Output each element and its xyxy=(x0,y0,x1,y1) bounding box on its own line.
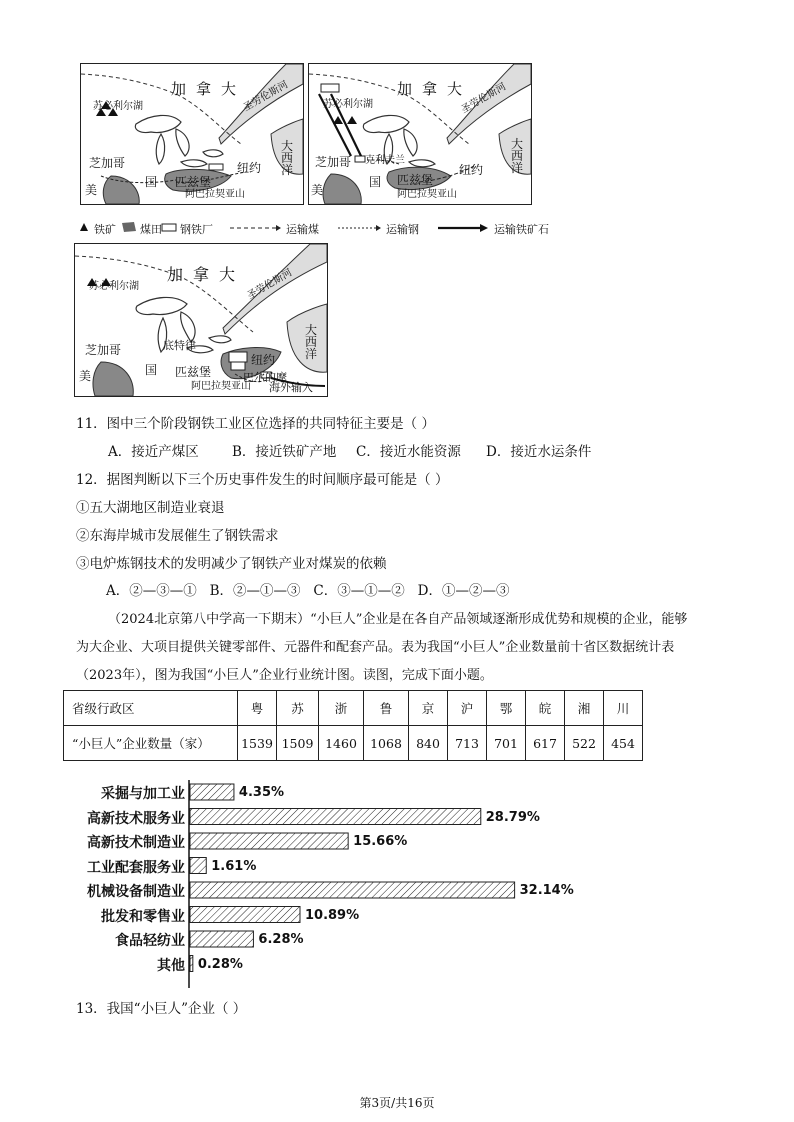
map-stage-1 xyxy=(80,63,304,205)
chart-value-label: 1.61% xyxy=(211,858,257,874)
table-cell: 522 xyxy=(565,726,604,761)
chart-bar xyxy=(190,809,481,825)
map-2-canada-label: 加拿大 xyxy=(397,80,473,98)
table-cell: 鄂 xyxy=(487,691,526,726)
table-cell: 川 xyxy=(604,691,643,726)
table-cell: 京 xyxy=(409,691,448,726)
chart-bar xyxy=(190,956,193,972)
chart-category-label: 食品轻纺业 xyxy=(115,933,185,949)
map-3-superior-label: 苏必利尔湖 xyxy=(89,281,139,292)
map-3-detroit-label: 底特律 xyxy=(163,339,196,352)
map-1-atlantic-label: 大西洋 xyxy=(281,139,294,177)
chart-category-label: 其他 xyxy=(157,957,185,974)
map-1-us-left-label: 美 xyxy=(85,183,98,197)
table-cell: 粤 xyxy=(238,691,277,726)
industry-bar-chart xyxy=(60,778,660,993)
intro-line-1: （2024北京第八中学高一下期末）“小巨人”企业是在各自产品领域逐渐形成优势和规模的企业，能够 xyxy=(108,612,688,627)
intro-line-2: 为大企业、大项目提供关键零部件、元器件和配套产品。表为我国“小巨人”企业数量前十省区数据统计表 xyxy=(76,640,675,655)
table-cell: 1460 xyxy=(319,726,364,761)
chart-value-label: 15.66% xyxy=(353,834,408,849)
iron-mine-icon xyxy=(80,223,88,231)
giant-enterprise-table xyxy=(63,690,643,761)
chart-category-label: 工业配套服务业 xyxy=(87,859,185,876)
map-3-us-right-label: 国 xyxy=(145,363,158,377)
steel-plant-icon xyxy=(162,224,176,231)
map-2-us-left-label: 美 xyxy=(311,183,324,197)
table-cell: 617 xyxy=(526,726,565,761)
table-cell: 1068 xyxy=(364,726,409,761)
q12-event-2: ②东海岸城市发展催生了钢铁需求 xyxy=(76,528,279,544)
map-3-overseas-label: 海外输入 xyxy=(269,381,313,394)
legend-iron-transport-label: 运输铁矿石 xyxy=(494,223,549,236)
map-3-baltimore-label: 巴尔的摩 xyxy=(243,371,287,384)
chart-value-label: 28.79% xyxy=(485,809,540,825)
map-3-us-left-label: 美 xyxy=(79,369,92,383)
table-cell: 1509 xyxy=(277,726,319,761)
page-footer: 第3页/共16页 xyxy=(359,1096,435,1110)
table-cell: 皖 xyxy=(526,691,565,726)
map-1-appalachian-label: 阿巴拉契亚山 xyxy=(185,189,245,200)
table-row-label: “小巨人”企业数量（家） xyxy=(64,726,238,761)
table-cell: 840 xyxy=(409,726,448,761)
map-1-us-right-label: 国 xyxy=(145,175,158,189)
chart-category-label: 机械设备制造业 xyxy=(87,884,185,900)
table-cell: 1539 xyxy=(238,726,277,761)
map-3-chicago-label: 芝加哥 xyxy=(85,343,122,357)
coal-field-icon xyxy=(122,222,136,232)
chart-value-label: 10.89% xyxy=(304,907,360,923)
legend-steel-transport-label: 运输钢 xyxy=(386,223,419,236)
map-2-atlantic-label: 大西洋 xyxy=(511,137,524,175)
map-3-appalachian-label: 阿巴拉契亚山 xyxy=(191,381,251,392)
map-1-newyork-label: 纽约 xyxy=(237,161,262,175)
q12-options: A．②—③—① B．②—①—③ C．③—①—② D．①—②—③ xyxy=(106,583,510,599)
intro-line-3: （2023年），图为我国“小巨人”企业行业统计图。读图，完成下面小题。 xyxy=(76,668,493,683)
table-cell: 鲁 xyxy=(364,691,409,726)
map-legend xyxy=(80,219,550,235)
chart-category-label: 高新技术制造业 xyxy=(87,835,185,851)
map-2-superior-label: 苏必利尔湖 xyxy=(323,99,373,110)
map-1-superior-label: 苏必利尔湖 xyxy=(93,101,143,112)
chart-category-label: 高新技术服务业 xyxy=(87,810,185,827)
q11-option-b: B．接近铁矿产地 xyxy=(232,444,337,460)
q12-event-1: ①五大湖地区制造业衰退 xyxy=(76,500,225,516)
table-cell: 454 xyxy=(604,726,643,761)
chart-bar xyxy=(190,907,300,923)
q11-option-d: D．接近水运条件 xyxy=(486,444,592,460)
map-3-river-label: 圣劳伦斯河 xyxy=(245,267,295,302)
table-row xyxy=(64,726,643,761)
table-header-label: 省级行政区 xyxy=(64,691,238,726)
chart-category-label: 批发和零售业 xyxy=(101,908,185,925)
table-row xyxy=(64,691,643,726)
map-1-pittsburgh-label: 匹兹堡 xyxy=(175,175,212,189)
map-2-appalachian-label: 阿巴拉契亚山 xyxy=(397,189,457,200)
iron-mine-icon xyxy=(347,116,357,124)
map-2-pittsburgh-label: 匹兹堡 xyxy=(397,173,434,187)
q12-event-3: ③电炉炼钢技术的发明减少了钢铁产业对煤炭的依赖 xyxy=(76,556,387,572)
map-3-newyork-label: 纽约 xyxy=(251,353,276,367)
map-2-us-right-label: 国 xyxy=(369,175,382,189)
map-2-newyork-label: 纽约 xyxy=(459,163,484,177)
map-2-river-label: 圣劳伦斯河 xyxy=(459,81,509,116)
map-stage-2 xyxy=(308,63,532,205)
q11-option-c: C．接近水能资源 xyxy=(356,444,461,460)
question-12-stem: 12．据图判断以下三个历史事件发生的时间顺序最可能是（ ） xyxy=(76,472,449,488)
map-1-canada-label: 加拿大 xyxy=(171,80,247,98)
map-1-chicago-label: 芝加哥 xyxy=(89,156,126,170)
table-cell: 713 xyxy=(448,726,487,761)
chart-bar xyxy=(190,931,253,947)
table-cell: 湘 xyxy=(565,691,604,726)
legend-coal-transport-label: 运输煤 xyxy=(286,223,319,236)
chart-category-label: 采掘与加工业 xyxy=(101,786,185,802)
chart-bar xyxy=(190,858,206,874)
map-3-pittsburgh-label: 匹兹堡 xyxy=(175,365,212,379)
legend-steel-label: 钢铁厂 xyxy=(180,223,213,236)
legend-coal-label: 煤田 xyxy=(140,223,162,236)
map-3-canada-label: 加拿大 xyxy=(167,265,246,284)
q11-option-a: A．接近产煤区 xyxy=(108,444,199,460)
chart-bar xyxy=(190,784,234,800)
map-2-cleveland-label: 克利夫兰 xyxy=(365,155,405,166)
chart-bar xyxy=(190,833,348,849)
map-stage-3 xyxy=(74,243,328,397)
map-3-atlantic-label: 大西洋 xyxy=(305,323,318,361)
table-cell: 苏 xyxy=(277,691,319,726)
map-1-river-label: 圣劳伦斯河 xyxy=(241,79,291,114)
chart-value-label: 4.35% xyxy=(238,785,285,800)
table-cell: 701 xyxy=(487,726,526,761)
legend-iron-label: 铁矿 xyxy=(94,223,116,236)
chart-value-label: 6.28% xyxy=(258,932,304,947)
chart-bar xyxy=(190,882,515,898)
question-13-stem: 13．我国“小巨人”企业（ ） xyxy=(76,1001,247,1017)
chart-value-label: 0.28% xyxy=(197,956,243,972)
question-11-stem: 11．图中三个阶段钢铁工业区位选择的共同特征主要是（ ） xyxy=(76,416,435,432)
table-cell: 浙 xyxy=(319,691,364,726)
chart-value-label: 32.14% xyxy=(519,883,574,898)
map-2-chicago-label: 芝加哥 xyxy=(315,155,352,169)
table-cell: 沪 xyxy=(448,691,487,726)
